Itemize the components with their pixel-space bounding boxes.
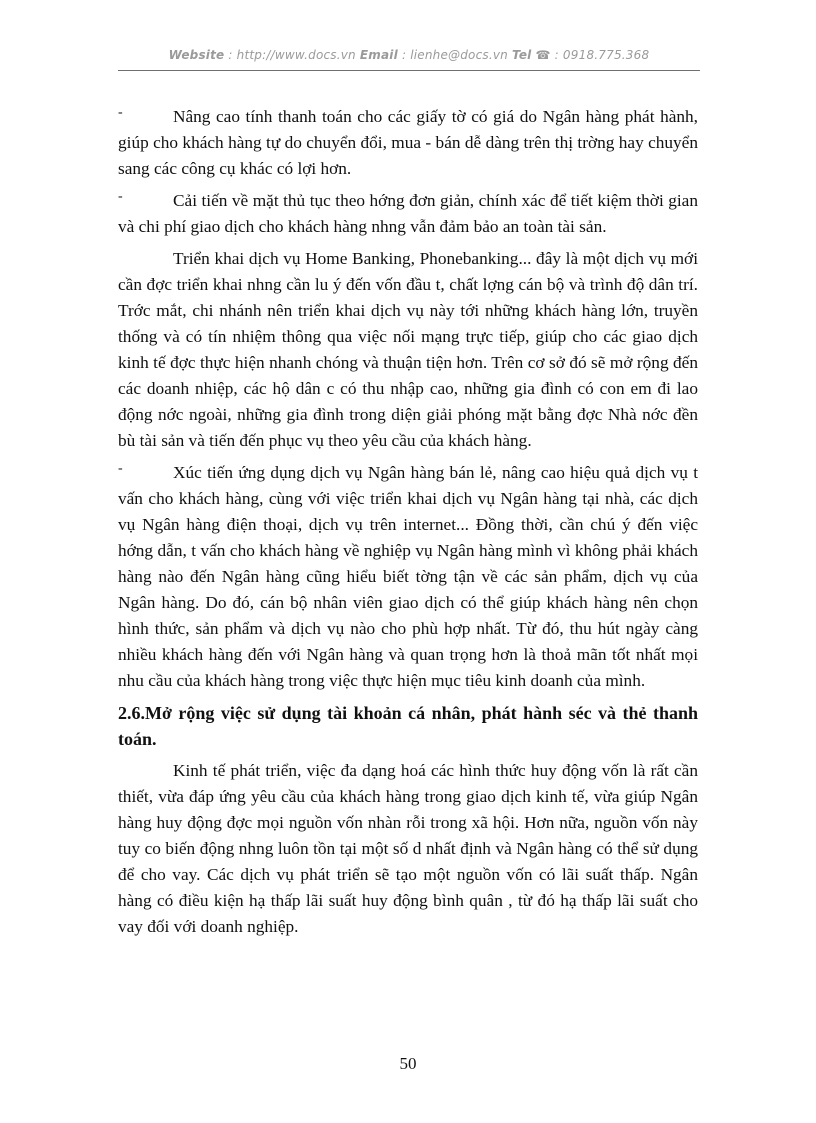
tel-value: ☎ : 0918.775.368 xyxy=(535,48,650,62)
bullet-marker: - xyxy=(118,461,123,476)
bullet-paragraph-4 xyxy=(118,460,698,694)
tel-label: Tel xyxy=(512,48,532,62)
paragraph-text: Nâng cao tính thanh toán cho các giấy tờ có giá do Ngân hàng phát hành, giúp cho khách hàng tự do chuyển đổi, mua - bán dễ dàng trên thị trờng hay chuyển sang các công cụ khác có lợi hơn. xyxy=(118,107,698,178)
page-number: 50 xyxy=(399,1054,417,1073)
page-header xyxy=(118,48,700,62)
section-heading: 2.6.Mở rộng việc sử dụng tài khoản cá nhân, phát hành séc và thẻ thanh toán. xyxy=(118,703,698,749)
bullet-paragraph-1 xyxy=(118,104,698,182)
website-value[interactable]: : http://www.docs.vn xyxy=(228,48,356,62)
paragraph-3: Triển khai dịch vụ Home Banking, Phonebanking... đây là một dịch vụ mới cần đợc triển khai nhng cần lu ý đến vốn đầu t, chất lợng cán bộ và trình độ dân trí. Trớc mắt, chi nhánh nên triển khai dịch vụ này tới những khách hàng lớn, truyền thống và có tín nhiệm thông qua việc nối mạng trực tiếp, giúp cho các giao dịch kinh tế đợc thực hiện nhanh chóng và thuận tiện hơn. Trên cơ sở đó sẽ mở rộng đến các doanh nhiệp, các hộ dân c có thu nhập cao, những gia đình có con em đi lao động nớc ngoài, những gia đình trong diện giải phóng mặt bằng đợc Nhà nớc đền bù tài sản và tiến đến phục vụ theo yêu cầu của khách hàng. xyxy=(118,249,698,450)
header-divider xyxy=(118,70,700,71)
bullet-marker: - xyxy=(118,189,123,204)
website-label: Website xyxy=(168,48,225,62)
bullet-marker: - xyxy=(118,105,123,120)
paragraph-text: Cải tiến về mặt thủ tục theo hớng đơn giản, chính xác để tiết kiệm thời gian và chi phí giao dịch cho khách hàng nhng vẫn đảm bảo an toàn tài sản. xyxy=(118,191,698,236)
email-label: Email xyxy=(359,48,398,62)
paragraph-text: Xúc tiến ứng dụng dịch vụ Ngân hàng bán lẻ, nâng cao hiệu quả dịch vụ t vấn cho khách hàng, cùng với việc triển khai dịch vụ Ngân hàng tại nhà, các dịch vụ Ngân hàng điện thoại, dịch vụ trên internet... Đồng thời, cần chú ý đến việc hớng dẫn, t vấn cho khách hàng về nghiệp vụ Ngân hàng mình vì không phải khách hàng nào đến Ngân hàng cũng hiểu biết tờng tận về các sản phẩm, dịch vụ của Ngân hàng. Do đó, cán bộ nhân viên giao dịch có thể giúp khách hàng nên chọn hình thức, sản phẩm và dịch vụ nào cho phù hợp nhất. Từ đó, thu hút ngày càng nhiều khách hàng đến với Ngân hàng và quan trọng hơn là thoả mãn tốt nhất mọi nhu cầu của khách hàng trong việc thực hiện mục tiêu kinh doanh của mình. xyxy=(118,463,698,690)
body-text xyxy=(118,104,698,940)
final-paragraph: Kinh tế phát triển, việc đa dạng hoá các hình thức huy động vốn là rất cần thiết, vừa đáp ứng yêu cầu của khách hàng trong giao dịch kinh tế, vừa giúp Ngân hàng huy động đợc mọi nguồn vốn nhàn rỗi trong xã hội. Hơn nữa, nguồn vốn này tuy co biến động nhng luôn tồn tại một số d nhất định và Ngân hàng có thể sử dụng để cho vay. Các dịch vụ phát triển sẽ tạo một nguồn vốn có lãi suất thấp. Ngân hàng có điều kiện hạ thấp lãi suất huy động bình quân , từ đó hạ thấp lãi suất cho vay đối với doanh nghiệp. xyxy=(118,761,698,936)
bullet-paragraph-2 xyxy=(118,188,698,240)
email-value[interactable]: : lienhe@docs.vn xyxy=(401,48,508,62)
